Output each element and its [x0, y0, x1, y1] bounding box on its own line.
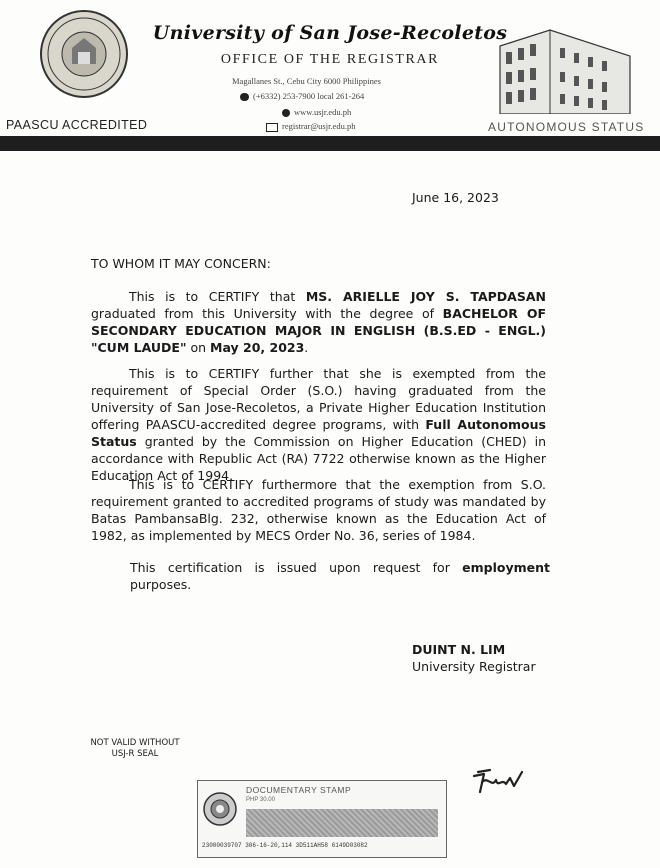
graduate-name: MS. ARIELLE JOY S. TAPDASAN	[305, 289, 546, 304]
email: registrar@usjr.edu.ph	[282, 121, 356, 131]
phone-line	[240, 91, 364, 101]
mail-icon	[266, 123, 278, 132]
purpose: employment	[462, 560, 550, 575]
stamp-title: DOCUMENTARY STAMP	[246, 785, 352, 795]
letter-date: June 16, 2023	[412, 190, 499, 205]
handwritten-signature	[470, 766, 530, 802]
stamp-amount: PHP 30.00	[246, 797, 275, 803]
stamp-seal-icon	[202, 791, 238, 827]
salutation: TO WHOM IT MAY CONCERN:	[91, 256, 271, 271]
website-line	[282, 107, 351, 117]
university-name: University of San Jose-Recoletos	[152, 22, 508, 44]
degree: BACHELOR OF SECONDARY EDUCATION MAJOR IN ENGLISH (B.S.ED - ENGL.) "CUM LAUDE"	[91, 306, 546, 355]
website: www.usjr.edu.ph	[294, 107, 352, 117]
phone-icon	[240, 93, 249, 101]
paragraph-mandate: This is to CERTIFY furthermore that the exemption from S.O. requirement granted to accredited programs of study was mandated by Batas PambansaBlg. 232, otherwise known as the Education Act of 1982, as implemented by MECS Order No. 36, series of 1984.	[91, 477, 546, 543]
graduation-date: May 20, 2023	[210, 340, 305, 355]
not-valid-notice: NOT VALID WITHOUT USJ-R SEAL	[90, 738, 180, 759]
signatory-name: DUINT N. LIM	[412, 642, 506, 657]
stamp-redacted-area	[246, 809, 438, 837]
signatory-title: University Registrar	[412, 659, 536, 674]
autonomous-status-text: Full Autonomous Status	[91, 417, 546, 449]
paragraph-graduation: This is to CERTIFY that MS. ARIELLE JOY S. TAPDASAN graduated from this University with the degree of BACHELOR OF SECONDARY EDUCATION MAJOR IN ENGLISH (B.S.ED - ENGL.) "CUM LAUDE" on May 20, 2023.	[91, 289, 546, 355]
address: Magallanes St., Cebu City 6000 Philippines	[232, 76, 381, 86]
accreditation-label: PAASCU ACCREDITED	[6, 118, 148, 132]
email-line	[266, 121, 355, 132]
phone-number: (+6332) 253-7900 local 261-264	[253, 91, 365, 101]
letterhead-divider	[0, 136, 660, 151]
autonomous-status-label: AUTONOMOUS STATUS	[488, 120, 645, 134]
paragraph-exemption: This is to CERTIFY further that she is exempted from the requirement of Special Order (S.O.) having graduated from the University of San Jose-Recoletos, a Private Higher Education Institution offering PAASCU-accredited degree programs, with Full Autonomous Status granted by the Commission on Higher Education (CHED) in accordance with Republic Act (RA) 7722 otherwise known as the Higher Education Act of 1994.	[91, 366, 546, 483]
building-illustration-icon	[490, 26, 640, 114]
documentary-stamp	[197, 780, 447, 858]
globe-icon	[282, 109, 290, 117]
paragraph-purpose: This certification is issued upon request for employment purposes.	[130, 560, 550, 592]
office-name: OFFICE OF THE REGISTRAR	[220, 52, 440, 67]
stamp-serial: 23000039707 306-16-20,114 3D511AH58 6149D03082	[202, 842, 368, 849]
